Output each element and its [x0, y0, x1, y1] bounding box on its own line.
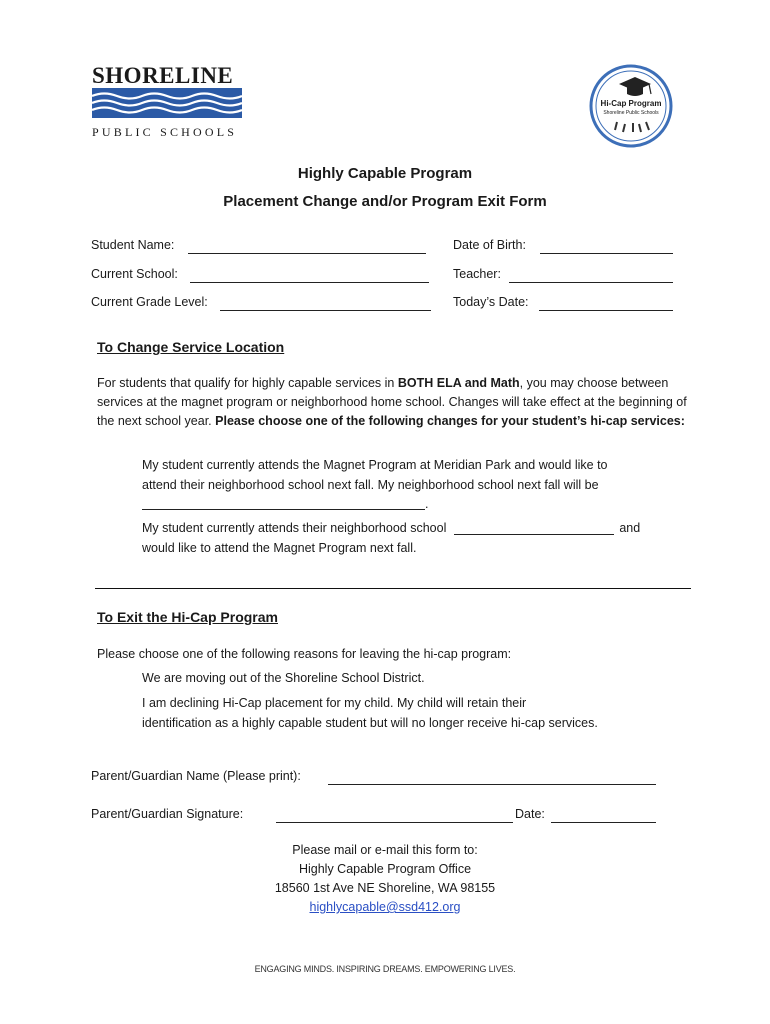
exit-intro: Please choose one of the following reasons for leaving the hi-cap program: [97, 647, 512, 661]
guardian-signature-field[interactable] [276, 822, 513, 823]
mailing-line1: Please mail or e-mail this form to: [292, 843, 478, 857]
reason2-line1: I am declining Hi-Cap placement for my child. My child will retain their [142, 696, 527, 710]
mailing-block [0, 841, 770, 917]
change-option-2[interactable] [142, 519, 682, 558]
footer-tagline: ENGAGING MINDS. INSPIRING DREAMS. EMPOWERING LIVES. [254, 964, 516, 974]
brand-name: SHORELINE [92, 63, 234, 88]
intro-instruction: Please choose one of the following changes for your student’s hi-cap services: [215, 414, 685, 428]
guardian-name-field[interactable] [328, 784, 656, 785]
mailing-line2: Highly Capable Program Office [298, 862, 472, 876]
current-school-field[interactable] [190, 282, 429, 283]
hicap-seal [589, 64, 673, 148]
intro-text: For students that qualify for highly capable services in [97, 376, 398, 390]
guardian-signature-label: Parent/Guardian Signature: [91, 807, 244, 821]
exit-reason-2[interactable] [142, 694, 682, 733]
brand-sub: PUBLIC SCHOOLS [92, 125, 238, 139]
section-divider [95, 588, 691, 589]
seal-title: Hi-Cap Program [600, 99, 662, 108]
neighborhood-school-field[interactable] [142, 509, 425, 510]
todays-date-label: Today’s Date: [453, 295, 529, 309]
reason2-line2: identification as a highly capable student but will no longer receive hi-cap services. [142, 715, 598, 730]
student-name-label: Student Name: [91, 238, 175, 252]
signature-date-field[interactable] [551, 822, 656, 823]
change-option-1[interactable] [142, 456, 682, 514]
option1-line1: My student currently attends the Magnet Program at Meridian Park and would like to [142, 458, 608, 472]
mailing-line3: 18560 1st Ave NE Shoreline, WA 98155 [274, 881, 496, 895]
option2-line1 [142, 519, 682, 539]
teacher-field[interactable] [509, 282, 673, 283]
signature-date-label: Date: [515, 807, 545, 821]
student-name-field[interactable] [188, 253, 426, 254]
intro-text-2: , you may choose between services at the magnet program or neighborhood home school. Changes will take effect at the beginning of the next school year. [97, 376, 687, 428]
exit-reason-1[interactable]: We are moving out of the Shoreline School District. [142, 671, 425, 685]
option2-and: and [619, 521, 641, 535]
option2-line2: would like to attend the Magnet Program next fall. [142, 540, 417, 555]
district-logo [92, 64, 242, 140]
dob-field[interactable] [540, 253, 673, 254]
grade-level-label: Current Grade Level: [91, 295, 208, 309]
option2-text: My student currently attends their neighborhood school [142, 521, 447, 535]
dob-label: Date of Birth: [453, 238, 526, 252]
current-neighborhood-school-field[interactable] [454, 534, 614, 535]
teacher-label: Teacher: [453, 267, 501, 281]
waves-icon [92, 88, 242, 118]
exit-section-heading: To Exit the Hi-Cap Program [97, 609, 278, 625]
guardian-name-label: Parent/Guardian Name (Please print): [91, 769, 301, 783]
option1-school-row [142, 495, 682, 514]
form-subtitle: Placement Change and/or Program Exit Form [223, 193, 547, 210]
change-section-heading: To Change Service Location [97, 339, 285, 355]
email-link[interactable]: highlycapable@ssd412.org [309, 900, 461, 914]
change-section-intro [97, 374, 697, 431]
grade-level-field[interactable] [220, 310, 431, 311]
intro-bold: BOTH ELA and Math [397, 376, 520, 390]
todays-date-field[interactable] [539, 310, 673, 311]
period-text: . [425, 496, 429, 511]
form-title: Highly Capable Program [297, 165, 473, 182]
seal-subtitle: Shoreline Public Schools [603, 110, 659, 116]
option1-line2: attend their neighborhood school next fall. My neighborhood school next fall will be [142, 477, 599, 492]
current-school-label: Current School: [91, 267, 178, 281]
